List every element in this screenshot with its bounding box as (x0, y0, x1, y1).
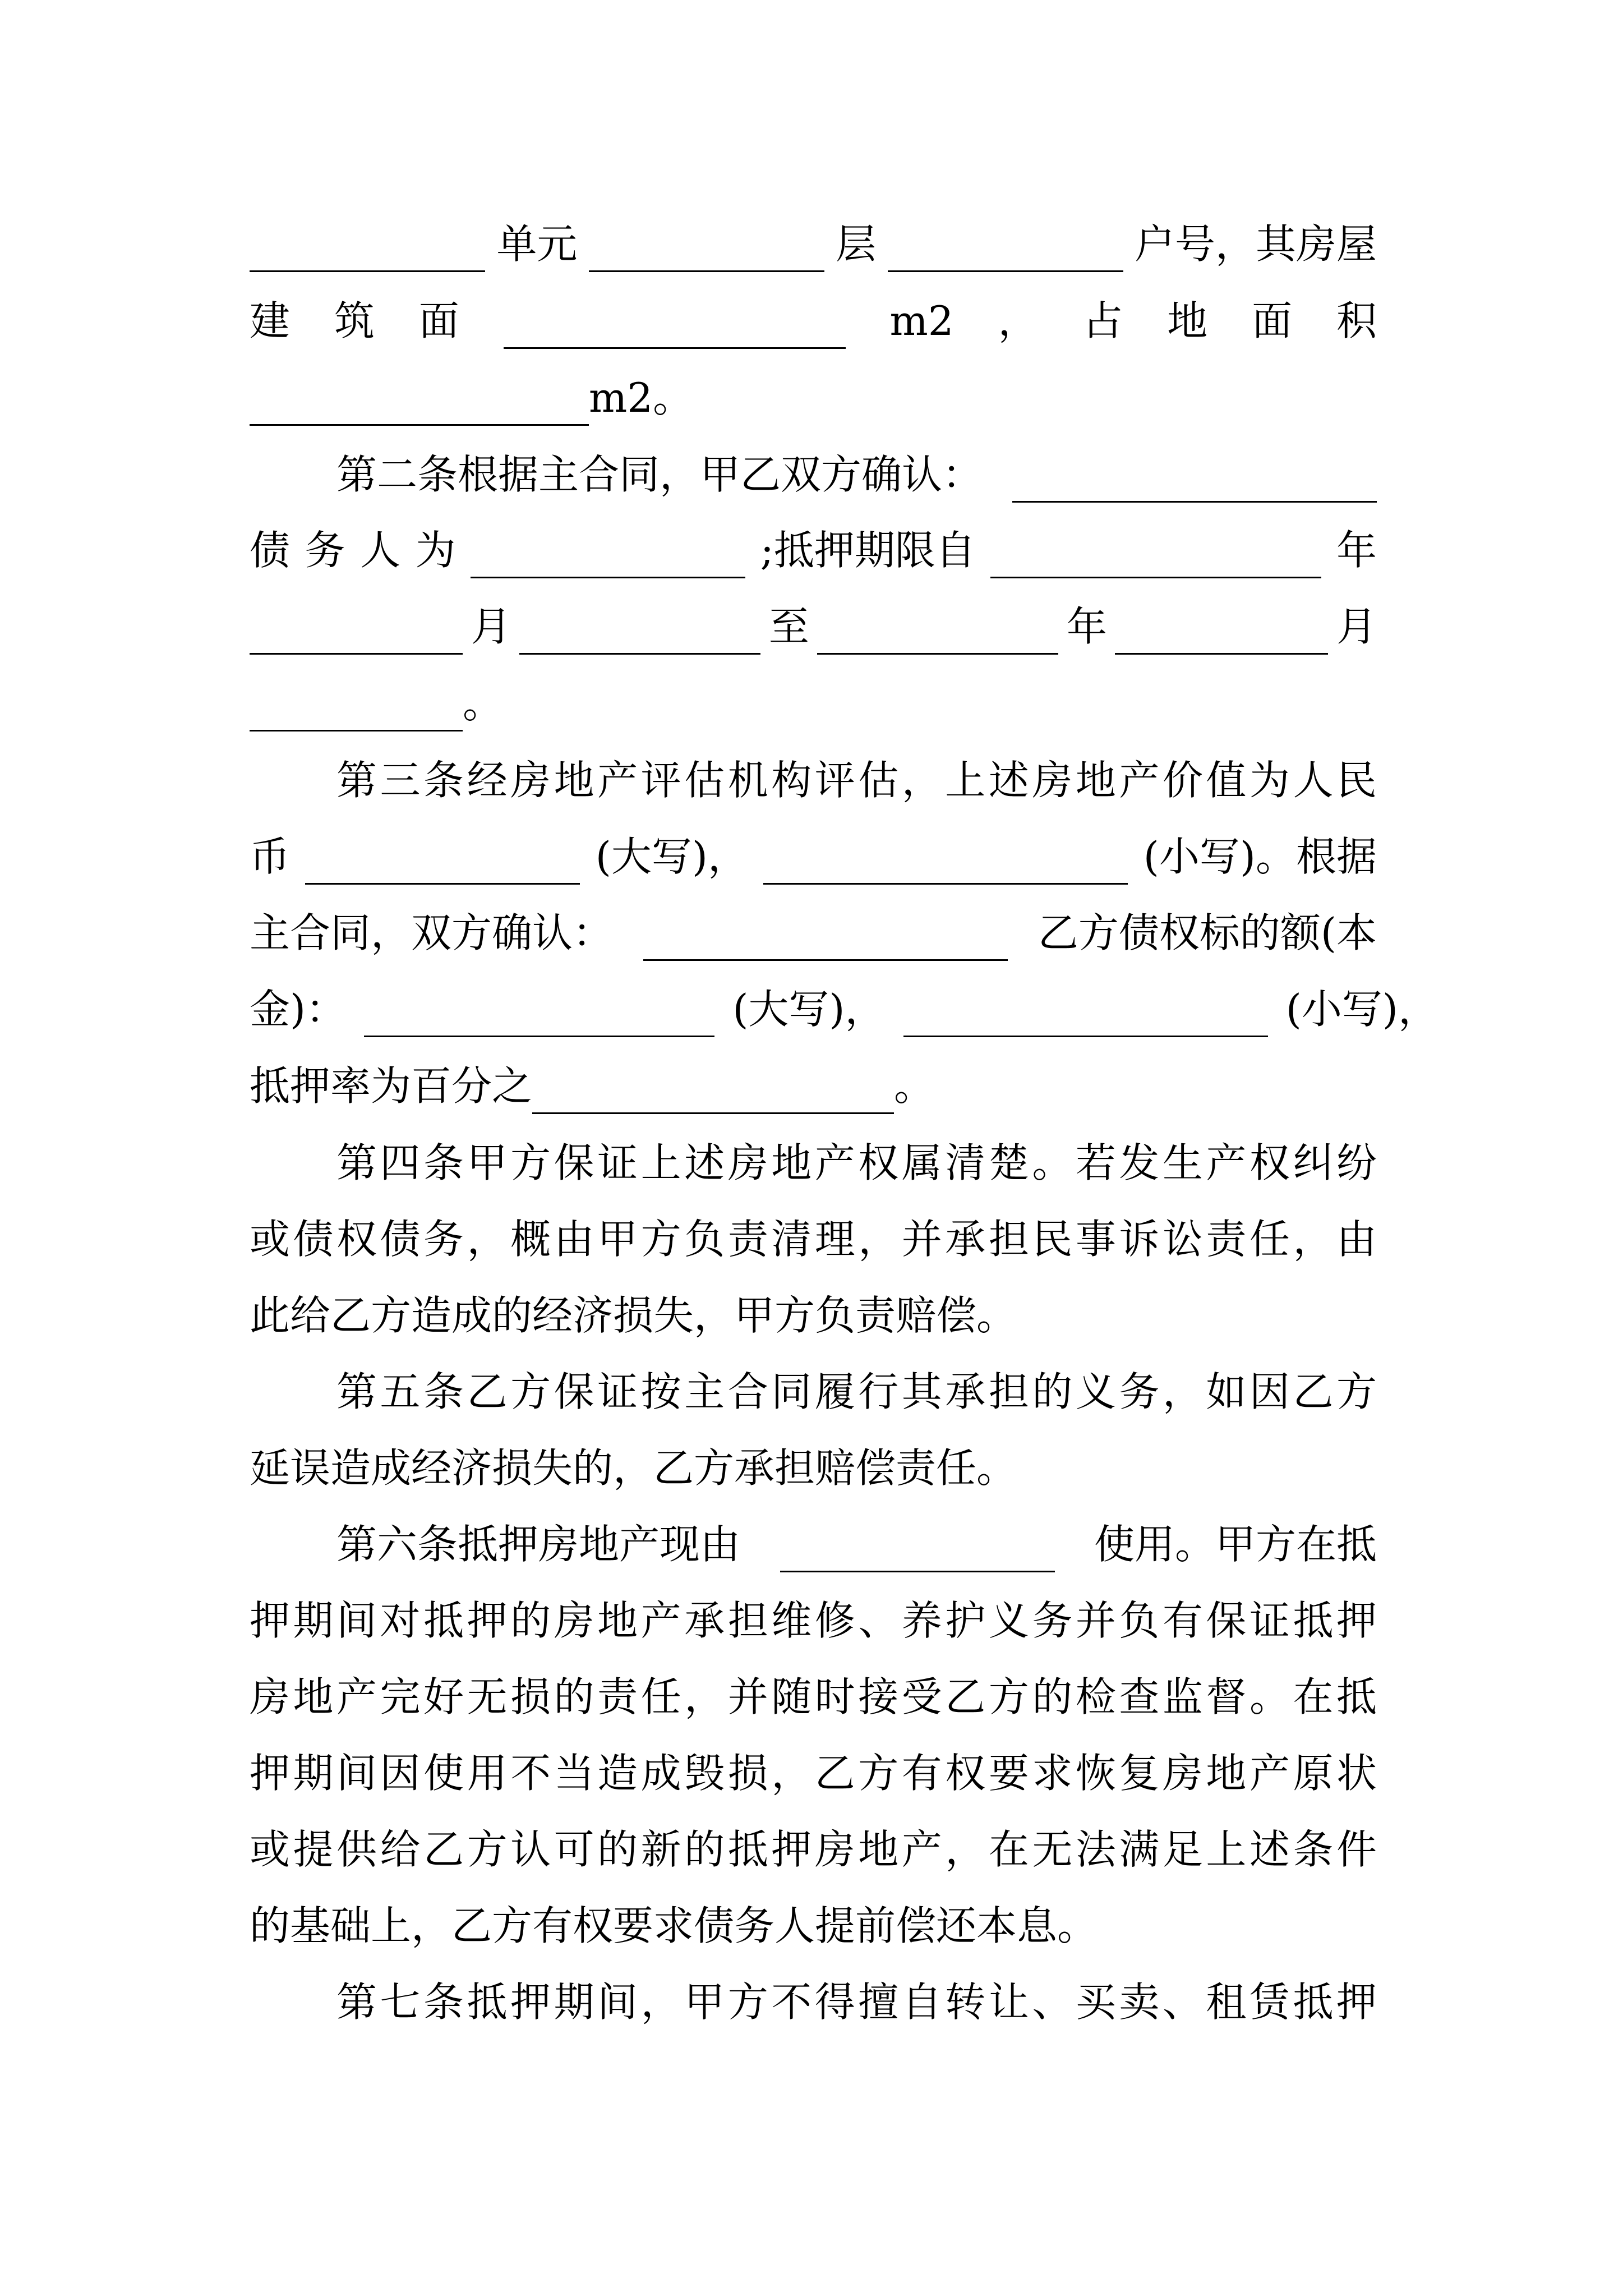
text-floor: 层 (836, 220, 877, 268)
blank-end-month[interactable] (1115, 619, 1328, 655)
building-area-line (250, 293, 1377, 349)
text-currency: 币 (250, 833, 291, 880)
article-6-line-2: 押期间对抵押的房地产承担维修、养护义务并负有保证抵押 (250, 1597, 1380, 1644)
text-use: 第六条抵押房地产现由 (336, 1521, 741, 1568)
text-year: 年 (1066, 603, 1107, 650)
blank-building[interactable] (250, 237, 485, 272)
article-4-line-3: 此给乙方造成的经济损失，甲方负责赔偿。 (250, 1292, 1017, 1339)
char: 务 (305, 527, 345, 574)
char: 债 (250, 527, 291, 574)
text-upper: (大写)， (595, 833, 748, 880)
char: 积 (1336, 297, 1377, 344)
text-principal: 金)： (250, 986, 347, 1033)
text-month: 月 (1336, 603, 1377, 650)
article-6-line-6: 的基础上，乙方有权要求债务人提前偿还本息。 (250, 1902, 1098, 1949)
article-2-text: 第二条根据主合同，甲乙双方确认： (336, 451, 983, 498)
article-3-line-1: 第三条经房地产评估机构评估，上述房地产价值为人民 (336, 757, 1380, 804)
text-term-from: ;抵押期限自 (760, 527, 976, 574)
blank-debtor[interactable] (471, 543, 745, 578)
char: 建 (250, 297, 291, 344)
blank-principal-lower[interactable] (903, 1002, 1268, 1037)
text-use-2: 使用。甲方在抵 (1094, 1521, 1377, 1568)
blank-rate[interactable] (532, 1079, 894, 1114)
text-claim: 乙方债权标的额(本 (1038, 909, 1377, 956)
blank-user[interactable] (780, 1537, 1055, 1572)
unit-floor-room-line (250, 216, 1377, 272)
text-unit: 单元 (496, 220, 578, 268)
article-6-line-3: 房地产完好无损的责任，并随时接受乙方的检查监督。在抵 (250, 1673, 1380, 1720)
text-to: 至 (768, 603, 809, 650)
char: 面 (1252, 297, 1293, 344)
char: 地 (1167, 297, 1208, 344)
blank-unit[interactable] (589, 237, 824, 272)
article-2-line-2 (250, 522, 1377, 578)
blank-end-year[interactable] (817, 619, 1058, 655)
article-6-line-1 (336, 1516, 1377, 1572)
article-5-line-1: 第五条乙方保证按主合同履行其承担的义务，如因乙方 (336, 1368, 1380, 1415)
text-lower: (小写)， (1285, 986, 1438, 1033)
text-rate: 抵押率为百分之 (250, 1062, 533, 1110)
blank-start-year[interactable] (990, 543, 1321, 578)
period: 。 (463, 680, 504, 727)
blank-start-month[interactable] (250, 619, 463, 655)
char: 占 (1082, 297, 1123, 344)
text-year: 年 (1336, 527, 1377, 574)
article-3-line-3 (250, 905, 1377, 961)
blank-start-day[interactable] (519, 619, 760, 655)
blank-principal-upper[interactable] (364, 1002, 714, 1037)
article-2-line-4 (250, 675, 1377, 731)
text-unit-m2: m2。 (589, 374, 694, 421)
blank-floor[interactable] (888, 237, 1123, 272)
blank-end-day[interactable] (250, 696, 463, 731)
text-confirm: 主合同，双方确认： (250, 909, 614, 956)
article-7-line-1: 第七条抵押期间，甲方不得擅自转让、买卖、租赁抵押 (336, 1978, 1380, 2026)
article-4-line-2: 或债权债务，概由甲方负责清理，并承担民事诉讼责任，由 (250, 1216, 1380, 1263)
blank-confirm-2[interactable] (643, 926, 1008, 961)
blank-land-area[interactable] (250, 390, 589, 426)
text-room-no: 户号，其房屋 (1134, 220, 1377, 268)
blank-confirm[interactable] (1012, 467, 1377, 503)
char: 人 (360, 527, 401, 574)
text-unit-m2: m2 (889, 297, 954, 344)
land-area-line (250, 370, 1377, 426)
char: 面 (418, 297, 459, 344)
blank-building-area[interactable] (504, 314, 846, 349)
char: 为 (415, 527, 456, 574)
article-2-line-3 (250, 599, 1377, 655)
char: 筑 (334, 297, 375, 344)
blank-value-upper[interactable] (305, 849, 580, 885)
text-month: 月 (471, 603, 511, 650)
article-6-line-5: 或提供给乙方认可的新的抵押房地产，在无法满足上述条件 (250, 1826, 1380, 1873)
text-lower: (小写)。根据 (1143, 833, 1377, 880)
text-upper: (大写)， (732, 986, 886, 1033)
comma: ， (998, 297, 1039, 344)
article-3-line-5 (250, 1058, 1377, 1114)
article-2-line-1 (336, 447, 1377, 503)
blank-value-lower[interactable] (763, 849, 1128, 885)
period: 。 (894, 1062, 935, 1110)
article-3-line-4 (250, 981, 1438, 1037)
article-5-line-2: 延误造成经济损失的，乙方承担赔偿责任。 (250, 1444, 1017, 1492)
article-3-line-2 (250, 829, 1377, 885)
article-4-line-1: 第四条甲方保证上述房地产权属清楚。若发生产权纠纷 (336, 1139, 1380, 1186)
article-6-line-4: 押期间因使用不当造成毁损，乙方有权要求恢复房地产原状 (250, 1750, 1380, 1797)
